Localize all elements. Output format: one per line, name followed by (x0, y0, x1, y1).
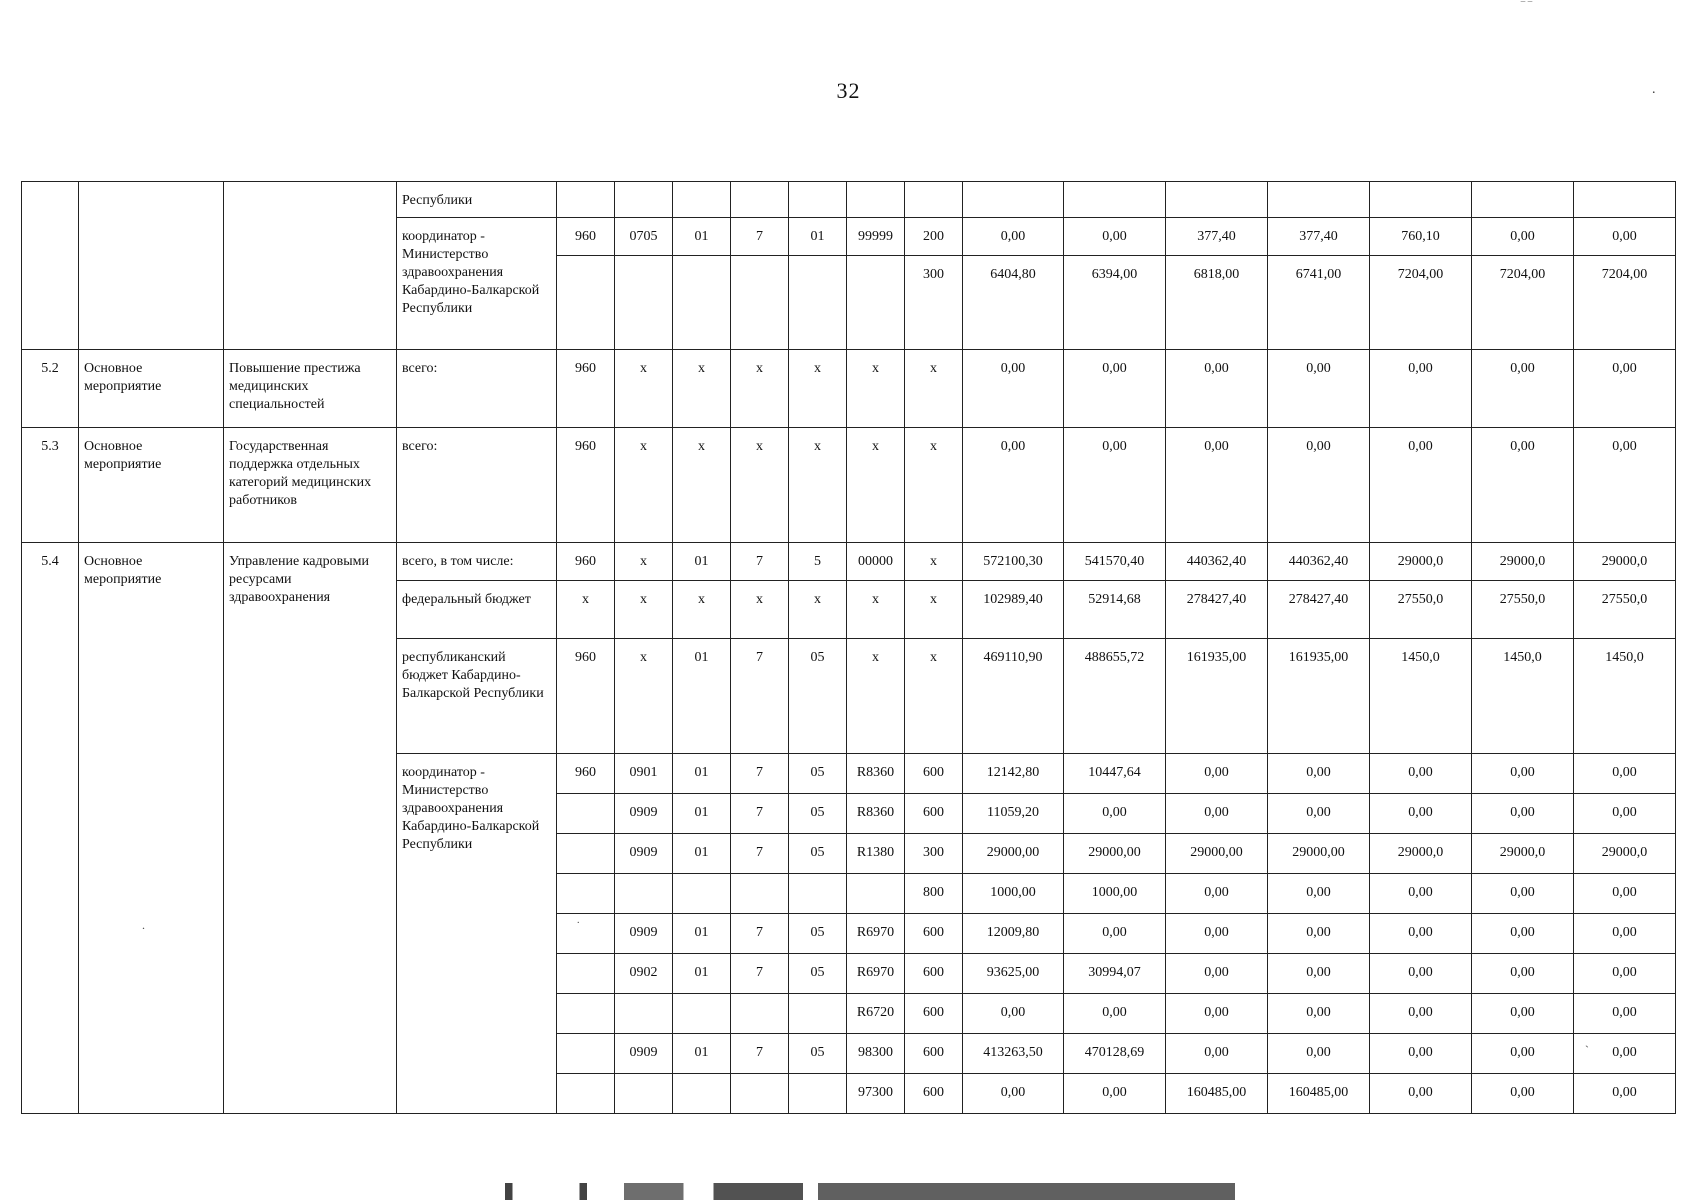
vr-cell: x (905, 581, 963, 639)
status-cell (79, 182, 224, 350)
amount-cell: 0,00 (1574, 1034, 1676, 1074)
amount-cell: 0,00 (1166, 754, 1268, 794)
amount-cell: 29000,0 (1370, 543, 1472, 581)
subprogram-cell (731, 256, 789, 350)
grbs-cell: 960 (557, 754, 615, 794)
direction-cell (847, 182, 905, 218)
direction-cell: 98300 (847, 1034, 905, 1074)
program-cell: 01 (673, 639, 731, 754)
amount-cell: 469110,90 (963, 639, 1064, 754)
amount-cell: 7204,00 (1574, 256, 1676, 350)
amount-cell: 0,00 (1166, 994, 1268, 1034)
amount-cell: 0,00 (1370, 1074, 1472, 1114)
table-row (22, 182, 1676, 218)
program-cell: 01 (673, 1034, 731, 1074)
event-cell: 5 (789, 543, 847, 581)
grbs-cell (557, 794, 615, 834)
vr-cell: x (905, 543, 963, 581)
subprogram-cell (731, 182, 789, 218)
scan-dot: . (577, 915, 580, 926)
amount-cell: 12142,80 (963, 754, 1064, 794)
rzpr-cell: x (615, 428, 673, 543)
amount-cell: 0,00 (1472, 794, 1574, 834)
amount-cell (1064, 182, 1166, 218)
rzpr-cell: 0909 (615, 1034, 673, 1074)
rzpr-cell (615, 874, 673, 914)
vr-cell: x (905, 639, 963, 754)
amount-cell: 7204,00 (1472, 256, 1574, 350)
amount-cell: 1000,00 (1064, 874, 1166, 914)
amount-cell: 0,00 (1574, 874, 1676, 914)
program-cell: 01 (673, 954, 731, 994)
program-cell: 01 (673, 543, 731, 581)
amount-cell: 1450,0 (1472, 639, 1574, 754)
subprogram-cell: 7 (731, 543, 789, 581)
rzpr-cell: x (615, 581, 673, 639)
subprogram-cell: x (731, 428, 789, 543)
grbs-cell (557, 1074, 615, 1114)
amount-cell: 0,00 (1574, 428, 1676, 543)
direction-cell: 99999 (847, 218, 905, 256)
amount-cell: 0,00 (1166, 954, 1268, 994)
table-row (22, 428, 1676, 543)
vr-cell: 600 (905, 994, 963, 1034)
amount-cell: 0,00 (963, 350, 1064, 428)
event-cell: 05 (789, 639, 847, 754)
vr-cell: 300 (905, 834, 963, 874)
program-cell (673, 1074, 731, 1114)
amount-cell: 160485,00 (1166, 1074, 1268, 1114)
rzpr-cell (615, 256, 673, 350)
row-number-cell: 5.2 (22, 350, 79, 428)
rzpr-cell: 0909 (615, 794, 673, 834)
vr-cell: 600 (905, 914, 963, 954)
grbs-cell: x (557, 581, 615, 639)
page-number: 32 (836, 78, 861, 103)
direction-cell: x (847, 350, 905, 428)
event-cell: 05 (789, 914, 847, 954)
amount-cell: 0,00 (1472, 1034, 1574, 1074)
grbs-cell (557, 914, 615, 954)
amount-cell: 0,00 (1064, 428, 1166, 543)
program-cell: x (673, 428, 731, 543)
amount-cell: 0,00 (1370, 994, 1472, 1034)
amount-cell: 0,00 (1370, 1034, 1472, 1074)
amount-cell: 160485,00 (1268, 1074, 1370, 1114)
rzpr-cell: 0705 (615, 218, 673, 256)
amount-cell (1472, 182, 1574, 218)
budget-table (21, 181, 1676, 1114)
amount-cell: 0,00 (1472, 914, 1574, 954)
grbs-cell (557, 994, 615, 1034)
amount-cell: 0,00 (1472, 874, 1574, 914)
amount-cell: 0,00 (1472, 1074, 1574, 1114)
scan-mark: ‾ ‾ (1521, 0, 1532, 14)
amount-cell: 0,00 (1268, 794, 1370, 834)
amount-cell: 161935,00 (1166, 639, 1268, 754)
amount-cell: 0,00 (1268, 350, 1370, 428)
amount-cell: 413263,50 (963, 1034, 1064, 1074)
source-cell: федеральный бюджет (397, 581, 557, 639)
vr-cell: 600 (905, 1074, 963, 1114)
amount-cell: 29000,00 (963, 834, 1064, 874)
name-cell: Управление кадровыми ресурсами здравоохранения (224, 543, 397, 1114)
event-cell (789, 1074, 847, 1114)
program-cell (673, 994, 731, 1034)
rzpr-cell: 0902 (615, 954, 673, 994)
vr-cell: x (905, 428, 963, 543)
vr-cell: 800 (905, 874, 963, 914)
amount-cell: 0,00 (1166, 914, 1268, 954)
event-cell (789, 182, 847, 218)
amount-cell: 29000,0 (1574, 834, 1676, 874)
rzpr-cell (615, 182, 673, 218)
name-cell: Повышение престижа медицинских специальностей (224, 350, 397, 428)
vr-cell: 600 (905, 1034, 963, 1074)
amount-cell: 29000,00 (1166, 834, 1268, 874)
program-cell: 01 (673, 754, 731, 794)
source-cell: Республики (397, 182, 557, 218)
subprogram-cell (731, 994, 789, 1034)
direction-cell: R6720 (847, 994, 905, 1034)
amount-cell (1166, 182, 1268, 218)
row-number-cell (22, 182, 79, 350)
event-cell: 01 (789, 218, 847, 256)
amount-cell: 0,00 (1064, 1074, 1166, 1114)
subprogram-cell (731, 1074, 789, 1114)
amount-cell: 29000,0 (1574, 543, 1676, 581)
amount-cell: 6818,00 (1166, 256, 1268, 350)
direction-cell: 97300 (847, 1074, 905, 1114)
program-cell (673, 256, 731, 350)
rzpr-cell: 0901 (615, 754, 673, 794)
vr-cell: 200 (905, 218, 963, 256)
event-cell: x (789, 581, 847, 639)
vr-cell: 600 (905, 794, 963, 834)
amount-cell: 0,00 (1268, 874, 1370, 914)
source-cell: координатор - Министерство здравоохранения Кабардино-Балкарской Республики (397, 218, 557, 350)
grbs-cell (557, 1034, 615, 1074)
subprogram-cell: 7 (731, 1034, 789, 1074)
amount-cell: 1450,0 (1574, 639, 1676, 754)
amount-cell: 29000,00 (1268, 834, 1370, 874)
grbs-cell: 960 (557, 543, 615, 581)
direction-cell: x (847, 581, 905, 639)
grbs-cell: 960 (557, 639, 615, 754)
direction-cell: 00000 (847, 543, 905, 581)
amount-cell: 0,00 (1370, 350, 1472, 428)
event-cell: 05 (789, 834, 847, 874)
amount-cell: 488655,72 (1064, 639, 1166, 754)
amount-cell: 0,00 (1472, 994, 1574, 1034)
amount-cell: 541570,40 (1064, 543, 1166, 581)
subprogram-cell: x (731, 350, 789, 428)
amount-cell: 0,00 (1370, 754, 1472, 794)
row-number-cell: 5.4 (22, 543, 79, 1114)
event-cell (789, 994, 847, 1034)
scan-dot: . (1652, 82, 1656, 97)
amount-cell (963, 182, 1064, 218)
status-cell: Основное мероприятие (79, 428, 224, 543)
amount-cell: 29000,0 (1472, 834, 1574, 874)
program-cell: x (673, 350, 731, 428)
amount-cell: 470128,69 (1064, 1034, 1166, 1074)
event-cell: x (789, 350, 847, 428)
amount-cell: 0,00 (1064, 350, 1166, 428)
amount-cell: 0,00 (1370, 914, 1472, 954)
amount-cell: 0,00 (1166, 874, 1268, 914)
grbs-cell (557, 182, 615, 218)
subprogram-cell: 7 (731, 954, 789, 994)
scan-dot: ˎ (1585, 1034, 1589, 1048)
amount-cell: 0,00 (1370, 954, 1472, 994)
amount-cell: 278427,40 (1268, 581, 1370, 639)
subprogram-cell: 7 (731, 639, 789, 754)
amount-cell: 1000,00 (963, 874, 1064, 914)
grbs-cell (557, 874, 615, 914)
amount-cell: 0,00 (1472, 350, 1574, 428)
direction-cell: R8360 (847, 794, 905, 834)
vr-cell: x (905, 350, 963, 428)
direction-cell: R8360 (847, 754, 905, 794)
amount-cell: 0,00 (1574, 994, 1676, 1034)
subprogram-cell: 7 (731, 218, 789, 256)
amount-cell: 6741,00 (1268, 256, 1370, 350)
direction-cell: R1380 (847, 834, 905, 874)
source-cell: всего: (397, 350, 557, 428)
amount-cell: 0,00 (1166, 350, 1268, 428)
subprogram-cell: 7 (731, 794, 789, 834)
budget-table-body (22, 182, 1676, 1114)
amount-cell: 0,00 (1370, 428, 1472, 543)
source-cell: всего: (397, 428, 557, 543)
amount-cell: 0,00 (963, 1074, 1064, 1114)
amount-cell: 93625,00 (963, 954, 1064, 994)
amount-cell: 0,00 (1472, 428, 1574, 543)
amount-cell: 0,00 (1268, 994, 1370, 1034)
subprogram-cell: 7 (731, 914, 789, 954)
rzpr-cell: 0909 (615, 834, 673, 874)
amount-cell: 29000,0 (1370, 834, 1472, 874)
amount-cell: 161935,00 (1268, 639, 1370, 754)
amount-cell: 0,00 (1574, 954, 1676, 994)
amount-cell: 0,00 (1268, 1034, 1370, 1074)
amount-cell: 440362,40 (1268, 543, 1370, 581)
grbs-cell (557, 834, 615, 874)
rzpr-cell: x (615, 639, 673, 754)
table-row (22, 350, 1676, 428)
vr-cell: 600 (905, 754, 963, 794)
amount-cell: 278427,40 (1166, 581, 1268, 639)
name-cell (224, 182, 397, 350)
amount-cell: 0,00 (1064, 794, 1166, 834)
amount-cell: 0,00 (1472, 954, 1574, 994)
amount-cell: 0,00 (1268, 914, 1370, 954)
amount-cell: 0,00 (1064, 218, 1166, 256)
amount-cell: 0,00 (1166, 428, 1268, 543)
amount-cell: 0,00 (963, 428, 1064, 543)
grbs-cell (557, 954, 615, 994)
event-cell: x (789, 428, 847, 543)
amount-cell: 0,00 (1064, 994, 1166, 1034)
amount-cell: 0,00 (1472, 754, 1574, 794)
subprogram-cell (731, 874, 789, 914)
direction-cell (847, 256, 905, 350)
amount-cell: 0,00 (1370, 874, 1472, 914)
program-cell: 01 (673, 794, 731, 834)
amount-cell (1574, 182, 1676, 218)
amount-cell: 12009,80 (963, 914, 1064, 954)
event-cell (789, 874, 847, 914)
amount-cell: 6404,80 (963, 256, 1064, 350)
amount-cell: 1450,0 (1370, 639, 1472, 754)
rzpr-cell (615, 1074, 673, 1114)
amount-cell (1268, 182, 1370, 218)
grbs-cell: 960 (557, 428, 615, 543)
amount-cell: 0,00 (1268, 754, 1370, 794)
amount-cell: 760,10 (1370, 218, 1472, 256)
source-cell: координатор - Министерство здравоохранения Кабардино-Балкарской Республики (397, 754, 557, 1114)
grbs-cell (557, 256, 615, 350)
vr-cell: 300 (905, 256, 963, 350)
amount-cell: 0,00 (1166, 1034, 1268, 1074)
amount-cell: 29000,0 (1472, 543, 1574, 581)
subprogram-cell: x (731, 581, 789, 639)
amount-cell: 0,00 (1370, 794, 1472, 834)
amount-cell: 52914,68 (1064, 581, 1166, 639)
amount-cell: 0,00 (1574, 218, 1676, 256)
rzpr-cell: x (615, 543, 673, 581)
direction-cell: R6970 (847, 914, 905, 954)
name-cell: Государственная поддержка отдельных категорий медицинских работников (224, 428, 397, 543)
amount-cell: 0,00 (963, 218, 1064, 256)
amount-cell: 0,00 (963, 994, 1064, 1034)
amount-cell: 30994,07 (1064, 954, 1166, 994)
row-number-cell: 5.3 (22, 428, 79, 543)
program-cell: x (673, 581, 731, 639)
direction-cell: x (847, 428, 905, 543)
amount-cell: 0,00 (1574, 350, 1676, 428)
vr-cell (905, 182, 963, 218)
rzpr-cell (615, 994, 673, 1034)
rzpr-cell: x (615, 350, 673, 428)
scan-artifact-strip (490, 1183, 1235, 1200)
direction-cell: R6970 (847, 954, 905, 994)
amount-cell: 377,40 (1268, 218, 1370, 256)
amount-cell: 440362,40 (1166, 543, 1268, 581)
status-cell: Основное мероприятие (79, 543, 224, 1114)
source-cell: республиканский бюджет Кабардино-Балкарской Республики (397, 639, 557, 754)
program-cell: 01 (673, 218, 731, 256)
subprogram-cell: 7 (731, 754, 789, 794)
amount-cell: 0,00 (1574, 914, 1676, 954)
program-cell (673, 874, 731, 914)
amount-cell: 0,00 (1472, 218, 1574, 256)
amount-cell: 0,00 (1574, 1074, 1676, 1114)
event-cell: 05 (789, 754, 847, 794)
amount-cell: 0,00 (1064, 914, 1166, 954)
event-cell: 05 (789, 954, 847, 994)
amount-cell: 29000,00 (1064, 834, 1166, 874)
amount-cell: 0,00 (1574, 754, 1676, 794)
program-cell: 01 (673, 834, 731, 874)
event-cell: 05 (789, 1034, 847, 1074)
subprogram-cell: 7 (731, 834, 789, 874)
program-cell: 01 (673, 914, 731, 954)
rzpr-cell: 0909 (615, 914, 673, 954)
scan-dot: . (142, 918, 145, 932)
amount-cell: 572100,30 (963, 543, 1064, 581)
program-cell (673, 182, 731, 218)
table-row (22, 543, 1676, 581)
amount-cell: 27550,0 (1574, 581, 1676, 639)
amount-cell: 0,00 (1268, 954, 1370, 994)
source-cell: всего, в том числе: (397, 543, 557, 581)
amount-cell: 10447,64 (1064, 754, 1166, 794)
direction-cell (847, 874, 905, 914)
amount-cell: 102989,40 (963, 581, 1064, 639)
amount-cell (1370, 182, 1472, 218)
amount-cell: 0,00 (1268, 428, 1370, 543)
grbs-cell: 960 (557, 218, 615, 256)
event-cell (789, 256, 847, 350)
event-cell: 05 (789, 794, 847, 834)
direction-cell: x (847, 639, 905, 754)
amount-cell: 0,00 (1574, 794, 1676, 834)
amount-cell: 0,00 (1166, 794, 1268, 834)
amount-cell: 27550,0 (1472, 581, 1574, 639)
amount-cell: 11059,20 (963, 794, 1064, 834)
amount-cell: 377,40 (1166, 218, 1268, 256)
amount-cell: 27550,0 (1370, 581, 1472, 639)
grbs-cell: 960 (557, 350, 615, 428)
amount-cell: 7204,00 (1370, 256, 1472, 350)
vr-cell: 600 (905, 954, 963, 994)
amount-cell: 6394,00 (1064, 256, 1166, 350)
status-cell: Основное мероприятие (79, 350, 224, 428)
